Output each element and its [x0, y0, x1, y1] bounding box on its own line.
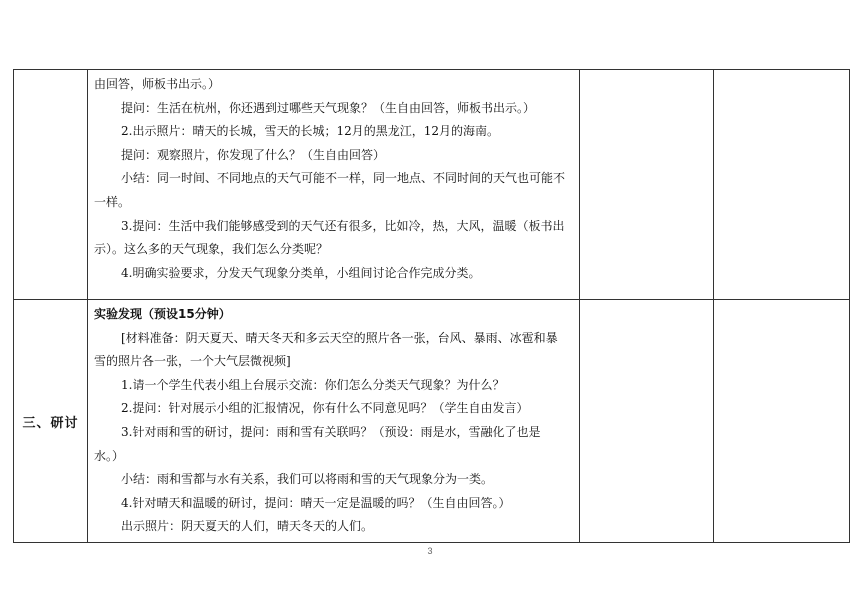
content-line: 雪的照片各一张，一个大气层微视频]: [94, 354, 291, 369]
content-line: 小结：雨和雪都与水有关系，我们可以将雨和雪的天气现象分为一类。: [121, 472, 494, 487]
empty-cell: [580, 300, 714, 543]
lesson-plan-table: [13, 69, 850, 543]
content-line: [材料准备：阴天夏天、晴天冬天和多云天空的照片各一张，台风、暴雨、冰雹和暴: [121, 330, 558, 345]
content-line: 小结：同一时间、不同地点的天气可能不一样，同一地点、不同时间的天气也可能不: [121, 171, 566, 186]
empty-cell: [580, 70, 714, 300]
section-title: 实验发现（预设15分钟）: [94, 307, 231, 321]
content-line: 一样。: [94, 194, 131, 209]
content-line: 出示照片：阴天夏天的人们，晴天冬天的人们。: [121, 519, 374, 534]
table-row: [14, 300, 850, 543]
content-line: 3.针对雨和雪的研讨，提问：雨和雪有关联吗？（预设：雨是水，雪融化了也是: [121, 424, 541, 439]
content-cell: [88, 70, 580, 300]
empty-cell: [714, 300, 850, 543]
content-line: 2.出示照片：晴天的长城，雪天的长城；12月的黑龙江，12月的海南。: [121, 124, 499, 139]
content-line: 4.明确实验要求，分发天气现象分类单，小组间讨论合作完成分类。: [121, 265, 481, 280]
content-line: 提问：生活在杭州，你还遇到过哪些天气现象？（生自由回答，师板书出示。）: [121, 100, 536, 115]
table-row: [14, 70, 850, 300]
content-line: 由回答，师板书出示。）: [94, 77, 221, 91]
content-line: 2.提问：针对展示小组的汇报情况，你有什么不同意见吗？（学生自由发言）: [121, 401, 529, 416]
stage-cell: 三、研讨: [14, 300, 88, 543]
content-line: 4.针对晴天和温暖的研讨，提问：晴天一定是温暖的吗？（生自由回答。）: [121, 495, 511, 510]
content-cell: [88, 300, 580, 543]
content-line: 1.请一个学生代表小组上台展示交流：你们怎么分类天气现象？为什么？: [121, 377, 505, 392]
page-number: 3: [427, 546, 433, 556]
content-line: 3.提问：生活中我们能够感受到的天气还有很多，比如冷，热，大风，温暖（板书出: [121, 218, 565, 233]
empty-cell: [714, 70, 850, 300]
content-line: 示）。这么多的天气现象，我们怎么分类呢？: [94, 242, 329, 257]
stage-cell: [14, 70, 88, 300]
content-line: 水。）: [94, 448, 125, 463]
content-line: 提问：观察照片，你发现了什么？（生自由回答）: [121, 147, 386, 162]
